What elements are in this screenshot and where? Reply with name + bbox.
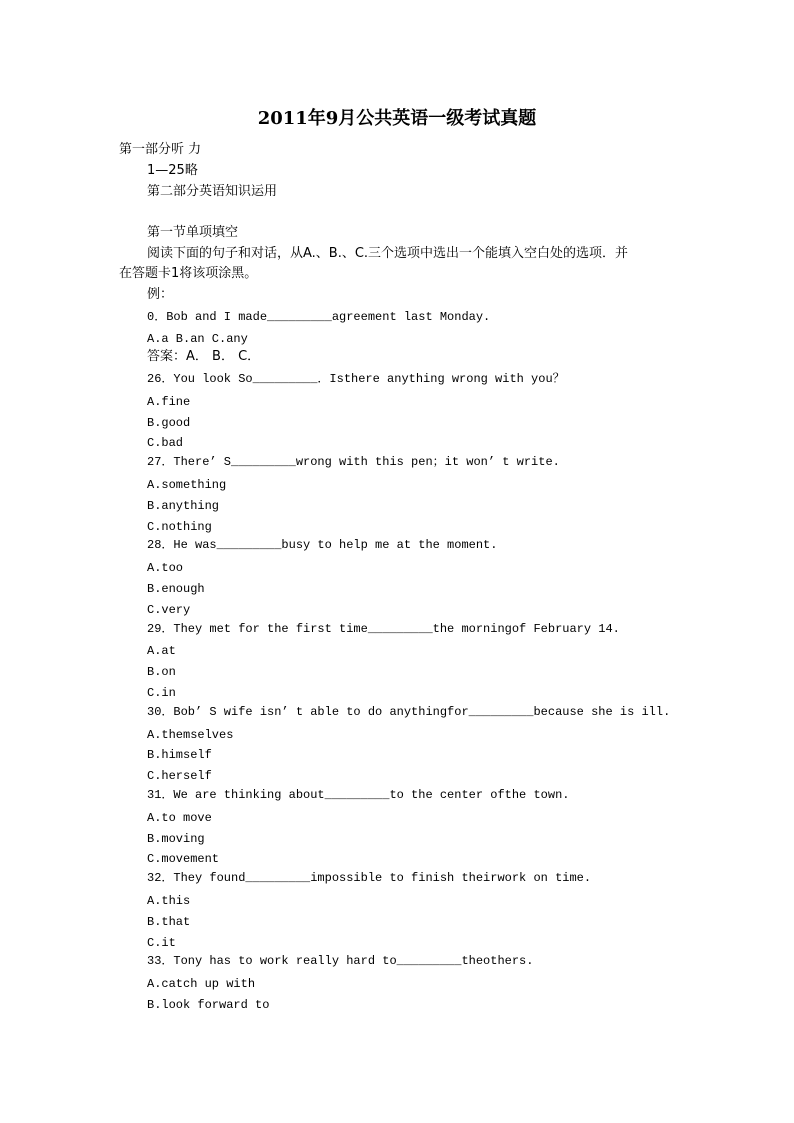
question-stem: 30．Bob’ S wife isn’ t able to do anythingfor_________because she is ill. [147, 705, 671, 719]
question-option: C.bad [147, 436, 184, 450]
question-stem: 27．There’ S_________wrong with this pen；it won’ t write. [147, 455, 560, 469]
part1-skip-note: 1—25略 [147, 163, 198, 178]
question-option: A.too [147, 561, 184, 575]
question-option: C.nothing [147, 520, 212, 534]
question-option: A.themselves [147, 728, 234, 742]
example-stem: 0．Bob and I made_________agreement last Monday. [147, 310, 491, 324]
question-stem: 26．You look So_________．Isthere anything wrong with you？ [147, 372, 565, 386]
example-options: A.a B.an C.any [147, 332, 248, 346]
instruction-line-1: 阅读下面的句子和对话，从A.、B.、C.三个选项中选出一个能填入空白处的选项．并 [147, 246, 629, 261]
question-option: A.something [147, 478, 227, 492]
question-option: B.moving [147, 832, 205, 846]
question-option: B.himself [147, 748, 212, 762]
question-option: C.movement [147, 852, 220, 866]
question-option: C.it [147, 936, 176, 950]
question-option: B.enough [147, 582, 205, 596]
part2-heading: 第二部分英语知识运用 [147, 184, 278, 199]
example-label: 例： [147, 287, 174, 302]
question-stem: 28．He was_________busy to help me at the moment. [147, 538, 498, 552]
question-option: A.fine [147, 395, 191, 409]
question-stem: 31．We are thinking about_________to the center ofthe town. [147, 788, 570, 802]
question-option: C.herself [147, 769, 212, 783]
question-option: A.at [147, 644, 176, 658]
document-title: 2011年9月公共英语一级考试真题 [257, 108, 537, 129]
question-option: B.anything [147, 499, 220, 513]
instruction-line-2: 在答题卡1将该项涂黑。 [119, 266, 258, 281]
question-option: B.that [147, 915, 191, 929]
question-option: B.look forward to [147, 998, 270, 1012]
question-option: B.good [147, 416, 191, 430]
question-option: B.on [147, 665, 176, 679]
question-option: A.to move [147, 811, 212, 825]
question-stem: 33．Tony has to work really hard to_________theothers. [147, 954, 534, 968]
question-option: C.very [147, 603, 191, 617]
question-stem: 29．They met for the first time_________the morningof February 14. [147, 622, 620, 636]
question-stem: 32．They found_________impossible to finish theirwork on time. [147, 871, 592, 885]
part1-heading: 第一部分听 力 [119, 142, 202, 157]
question-option: C.in [147, 686, 176, 700]
example-answer: 答案：A． B． C． [147, 349, 261, 364]
section1-heading: 第一节单项填空 [147, 225, 239, 240]
question-option: A.catch up with [147, 977, 256, 991]
question-option: A.this [147, 894, 191, 908]
